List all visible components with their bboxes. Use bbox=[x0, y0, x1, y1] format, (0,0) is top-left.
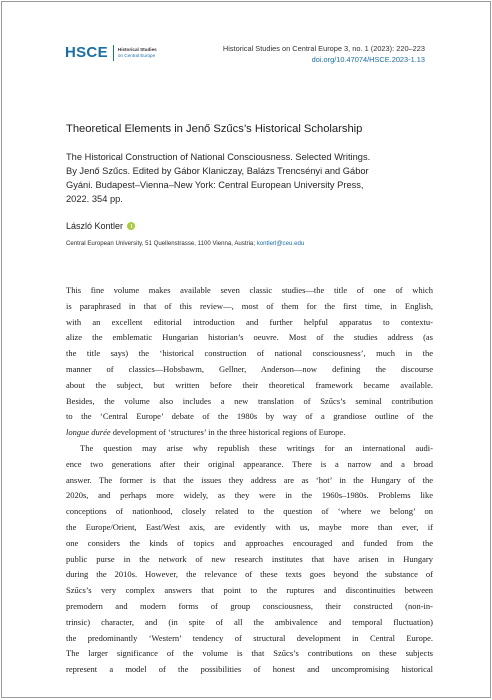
body-line: ence two generations after their original appearance. There is a narrow and a broad bbox=[66, 458, 433, 469]
logo-mark: HSCE bbox=[65, 44, 108, 61]
journal-page bbox=[1, 1, 491, 698]
article-body bbox=[66, 283, 433, 678]
body-line: Besides, the volume also includes a new translation of Szűcs’s seminal contribution bbox=[66, 395, 433, 406]
body-line: The question may arise why republish these writings for an international audi- bbox=[80, 442, 433, 453]
body-line: to the ‘Central Europe’ debate of the 1980s by way of a grandiose outline of the bbox=[66, 411, 433, 422]
paragraph-1 bbox=[66, 283, 433, 441]
journal-logo[interactable] bbox=[65, 44, 157, 61]
author-affiliation bbox=[66, 240, 304, 247]
body-line: manner of classics—Hobsbawm, Gellner, Anderson—now defining the discourse bbox=[66, 363, 433, 374]
subtitle-line: By Jenő Szűcs. Edited by Gábor Klaniczay, Balázs Trencsényi and Gábor bbox=[66, 166, 369, 176]
logo-text bbox=[118, 47, 157, 58]
orcid-icon[interactable] bbox=[127, 222, 135, 230]
paragraph-2 bbox=[66, 441, 433, 678]
logo-line-2: on Central Europe bbox=[117, 52, 156, 58]
body-line: is paraphrased in that of this review—, most of them for the first time, in English, bbox=[66, 300, 433, 311]
body-line: trinsic) character, and (in spite of all the ambivalence and temporal fluctuation) bbox=[66, 616, 433, 627]
body-line: with an excellent editorial introduction and further helpful apparatus to contextu- bbox=[66, 316, 433, 327]
body-line: the predominantly ‘Western’ tendency of structural development in Central Europe. bbox=[66, 632, 433, 643]
journal-citation: Historical Studies on Central Europe 3, no. 1 (2023): 220–223 bbox=[222, 44, 425, 53]
logo-divider bbox=[113, 45, 114, 61]
body-line-rest: development of ‘structures’ in the three historical regions of Europe. bbox=[110, 427, 346, 438]
body-line bbox=[66, 425, 433, 441]
body-line: about the subject, but written before their theoretical framework became available. bbox=[66, 379, 433, 390]
body-line: 2020s, and perhaps more widely, as they were in the 1960s–1980s. Problems like bbox=[66, 490, 433, 501]
subtitle-line: 2022. 354 pp. bbox=[66, 194, 123, 204]
body-line: the title says) the ‘historical construction of national consciousness’, much in the bbox=[66, 348, 433, 359]
author-email[interactable]: kontlerl@ceu.edu bbox=[256, 240, 305, 247]
author-name: László Kontler bbox=[66, 221, 124, 231]
journal-info bbox=[223, 43, 425, 65]
body-line: one considers the kinds of topics and approaches encouraged and funded from the bbox=[66, 537, 433, 548]
affiliation-text: Central European University, 51 Quellenstrasse, 1100 Vienna, Austria; bbox=[66, 240, 256, 247]
doi-link[interactable]: doi.org/10.47074/HSCE.2023-1.13 bbox=[311, 55, 425, 64]
body-line: The larger significance of the volume is that Szűcs’s contributions on these subjects bbox=[66, 648, 433, 659]
body-line: premodern and modern forms of group consciousness, their constructed (non-in- bbox=[66, 600, 433, 611]
body-line: Szűcs’s very complex answers that point to the ruptures and discontinuities between bbox=[66, 585, 433, 596]
body-line: the Europe/Orient, East/West axis, are evidently with us, maybe more than ever, if bbox=[66, 521, 433, 532]
article-title: Theoretical Elements in Jenő Szűcs’s Historical Scholarship bbox=[66, 123, 363, 135]
body-line: answer. The former is that the issues they address are as ‘hot’ in the Hungary of the bbox=[66, 474, 433, 485]
italic-term: longue durée bbox=[66, 427, 111, 438]
body-line: This fine volume makes available seven classic studies—the title of one of which bbox=[66, 285, 433, 295]
article-subtitle bbox=[66, 150, 446, 206]
subtitle-line: Gyáni. Budapest–Vienna–New York: Central European University Press, bbox=[66, 180, 364, 190]
body-line: conceptions of nationhood, closely related to the question of ‘where we belong’ on bbox=[66, 506, 433, 517]
body-line: during the 2010s. However, the relevance of these texts goes beyond the substance of bbox=[66, 569, 433, 580]
author bbox=[66, 221, 135, 231]
logo-line-1: Historical Studies bbox=[117, 47, 157, 53]
body-line: public purse in the network of new research institutes that have arisen in Hungary bbox=[66, 553, 433, 564]
subtitle-line: The Historical Construction of National Consciousness. Selected Writings. bbox=[66, 152, 371, 162]
body-line: represent a model of the possibilities of honest and uncompromising historical bbox=[66, 664, 433, 675]
body-line: alize the emblematic Hungarian historian’s oeuvre. Most of the studies address (as bbox=[66, 332, 433, 343]
